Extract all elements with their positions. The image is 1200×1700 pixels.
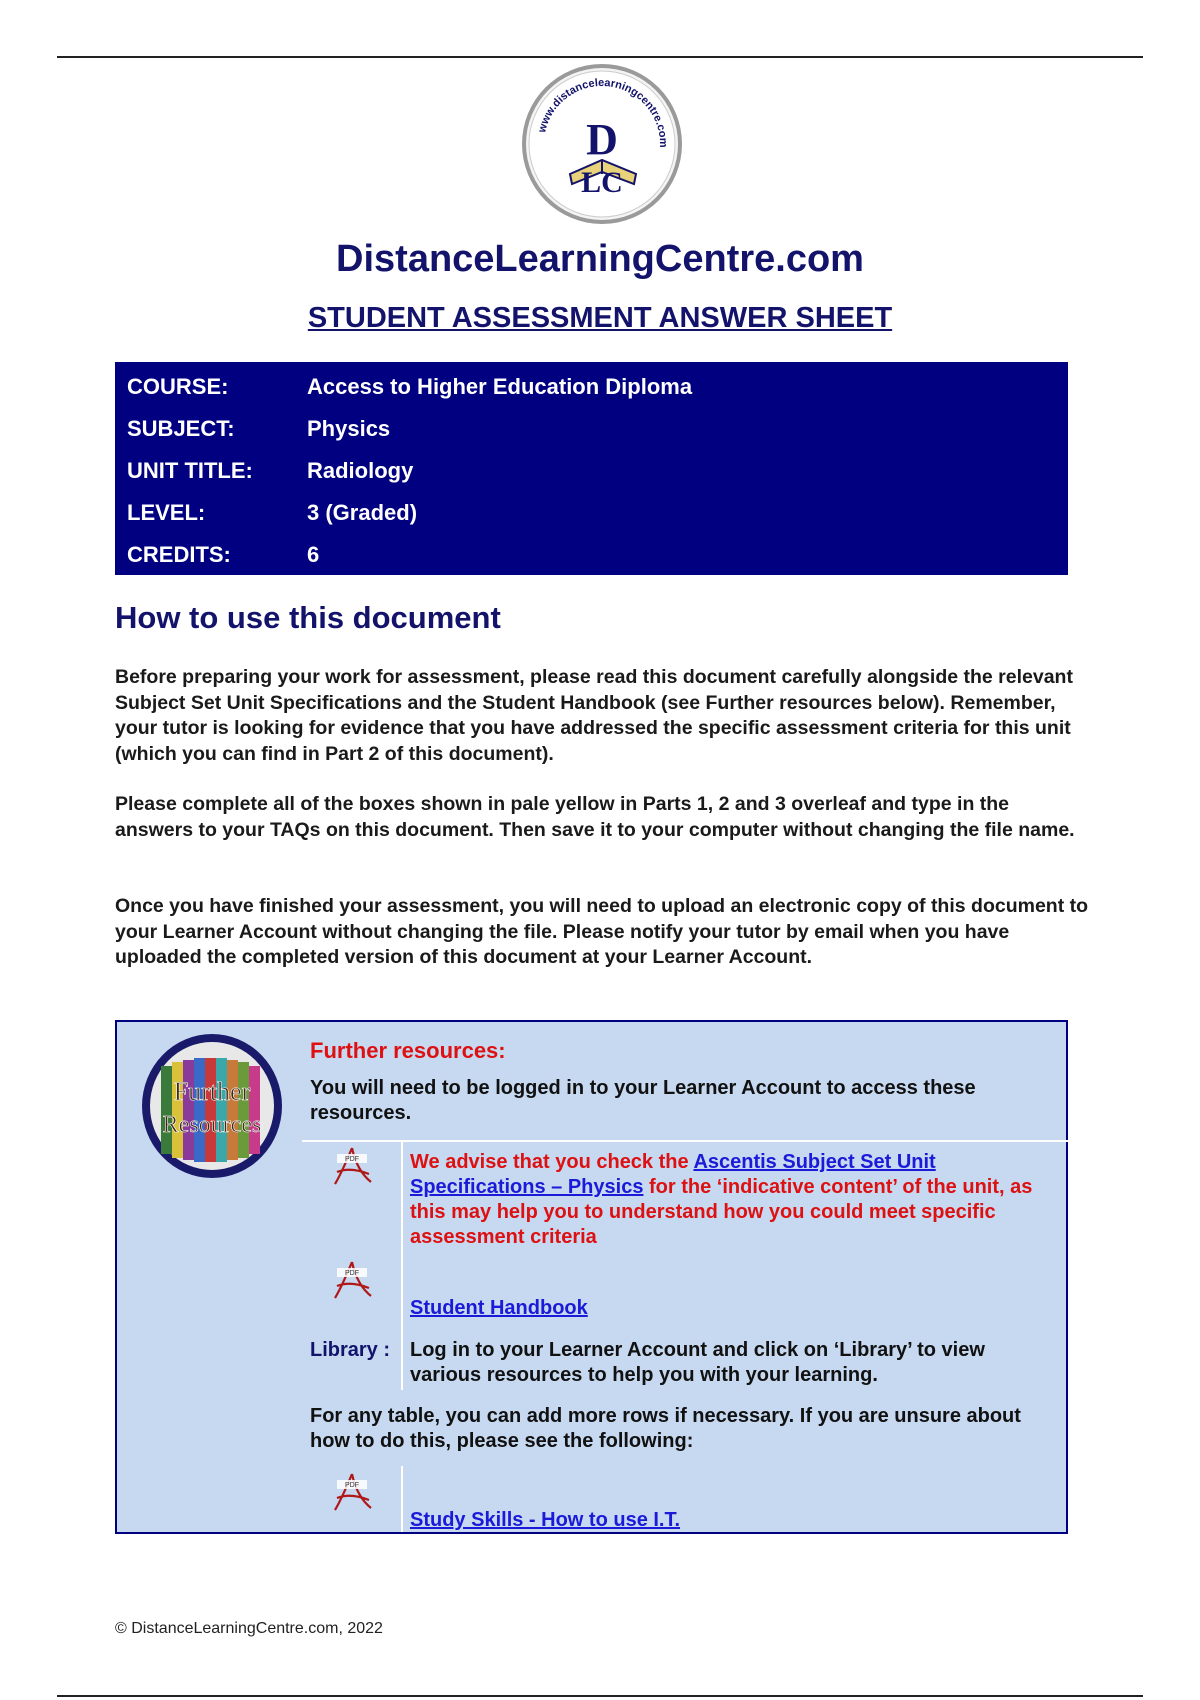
instructions-paragraph-3: Once you have finished your assessment, you will need to upload an electronic copy of this document to your Learner Account without changing the file. Please notify your tutor by email when you have uploaded the completed version of this document at your Learner Account. <box>115 895 1089 968</box>
table-rows-note: For any table, you can add more rows if necessary. If you are unsure about how to do this, please see the following: <box>310 1405 1021 1452</box>
further-resources-box <box>115 1020 1068 1534</box>
level-value: 3 (Graded) <box>307 500 418 525</box>
login-note: You will need to be logged in to your Learner Account to access these resources. <box>310 1077 976 1124</box>
footer-copyright: © DistanceLearningCentre.com, 2022 <box>115 1620 383 1637</box>
advice-suffix: for the ‘indicative content’ of the unit, as this may help you to understand how you could meet specific assessment criteria <box>410 1176 1033 1248</box>
further-resources-badge-icon <box>141 1028 283 1178</box>
site-logo <box>520 62 684 226</box>
how-to-heading: How to use this document <box>115 600 501 635</box>
instructions-paragraph-2: Please complete all of the boxes shown in pale yellow in Parts 1, 2 and 3 overleaf and type in the answers to your TAQs on this document. Then save it to your computer without changing the file name. <box>115 793 1075 841</box>
pdf-icon[interactable] <box>329 1144 375 1188</box>
credits-value: 6 <box>307 542 320 567</box>
svg-text:PDF: PDF <box>345 1156 359 1163</box>
student-handbook-link[interactable]: Student Handbook <box>410 1297 588 1319</box>
unit-title-label: UNIT TITLE: <box>127 458 253 483</box>
top-rule <box>57 56 1143 58</box>
resources-column-divider <box>401 1140 403 1390</box>
course-label: COURSE: <box>127 374 229 399</box>
site-name: DistanceLearningCentre.com <box>336 238 864 280</box>
instructions-paragraph-1: Before preparing your work for assessment, please read this document carefully alongside the relevant Subject Set Unit Specifications and the Student Handbook (see Further resources below). Remember, your tutor is looking for evidence that you have addressed the specific assessment criteria for this unit (which you can find in Part 2 of this document). <box>115 666 1073 765</box>
study-skills-link[interactable]: Study Skills - How to use I.T. <box>410 1509 681 1531</box>
bottom-rule <box>57 1695 1143 1697</box>
course-value: Access to Higher Education Diploma <box>307 374 693 399</box>
subject-label: SUBJECT: <box>127 416 235 441</box>
level-label: LEVEL: <box>127 500 206 525</box>
logo-monogram-lc: LC <box>581 166 623 199</box>
badge-line-1: Further <box>173 1077 251 1106</box>
sheet-title: STUDENT ASSESSMENT ANSWER SHEET <box>307 302 893 334</box>
logo-monogram-d: D <box>586 115 618 164</box>
badge-line-2: Resources <box>162 1112 262 1138</box>
resources-column-divider-lower <box>401 1466 403 1532</box>
ascentis-specifications-link[interactable]: Ascentis Subject Set Unit Specifications – Physics <box>410 1151 936 1198</box>
subject-value: Physics <box>307 416 391 441</box>
unit-title-value: Radiology <box>307 458 414 483</box>
ascentis-advice <box>410 1150 1060 1250</box>
pdf-icon[interactable] <box>329 1258 375 1302</box>
svg-text:PDF: PDF <box>345 1270 359 1277</box>
advice-prefix: We advise that you check the <box>410 1151 694 1173</box>
course-info-box <box>115 362 1068 575</box>
logo-ring-text: www.distancelearningcentre.com <box>536 76 670 148</box>
resources-divider <box>302 1140 1068 1142</box>
svg-text:PDF: PDF <box>345 1482 359 1489</box>
student-handbook-row <box>410 1296 1060 1321</box>
study-skills-row <box>410 1508 1060 1533</box>
further-resources-title: Further resources: <box>310 1038 506 1063</box>
pdf-icon[interactable] <box>329 1470 375 1514</box>
library-label: Library : <box>310 1339 391 1361</box>
library-description: Log in to your Learner Account and click on ‘Library’ to view various resources to help you with your learning. <box>410 1339 985 1386</box>
credits-label: CREDITS: <box>127 542 231 567</box>
